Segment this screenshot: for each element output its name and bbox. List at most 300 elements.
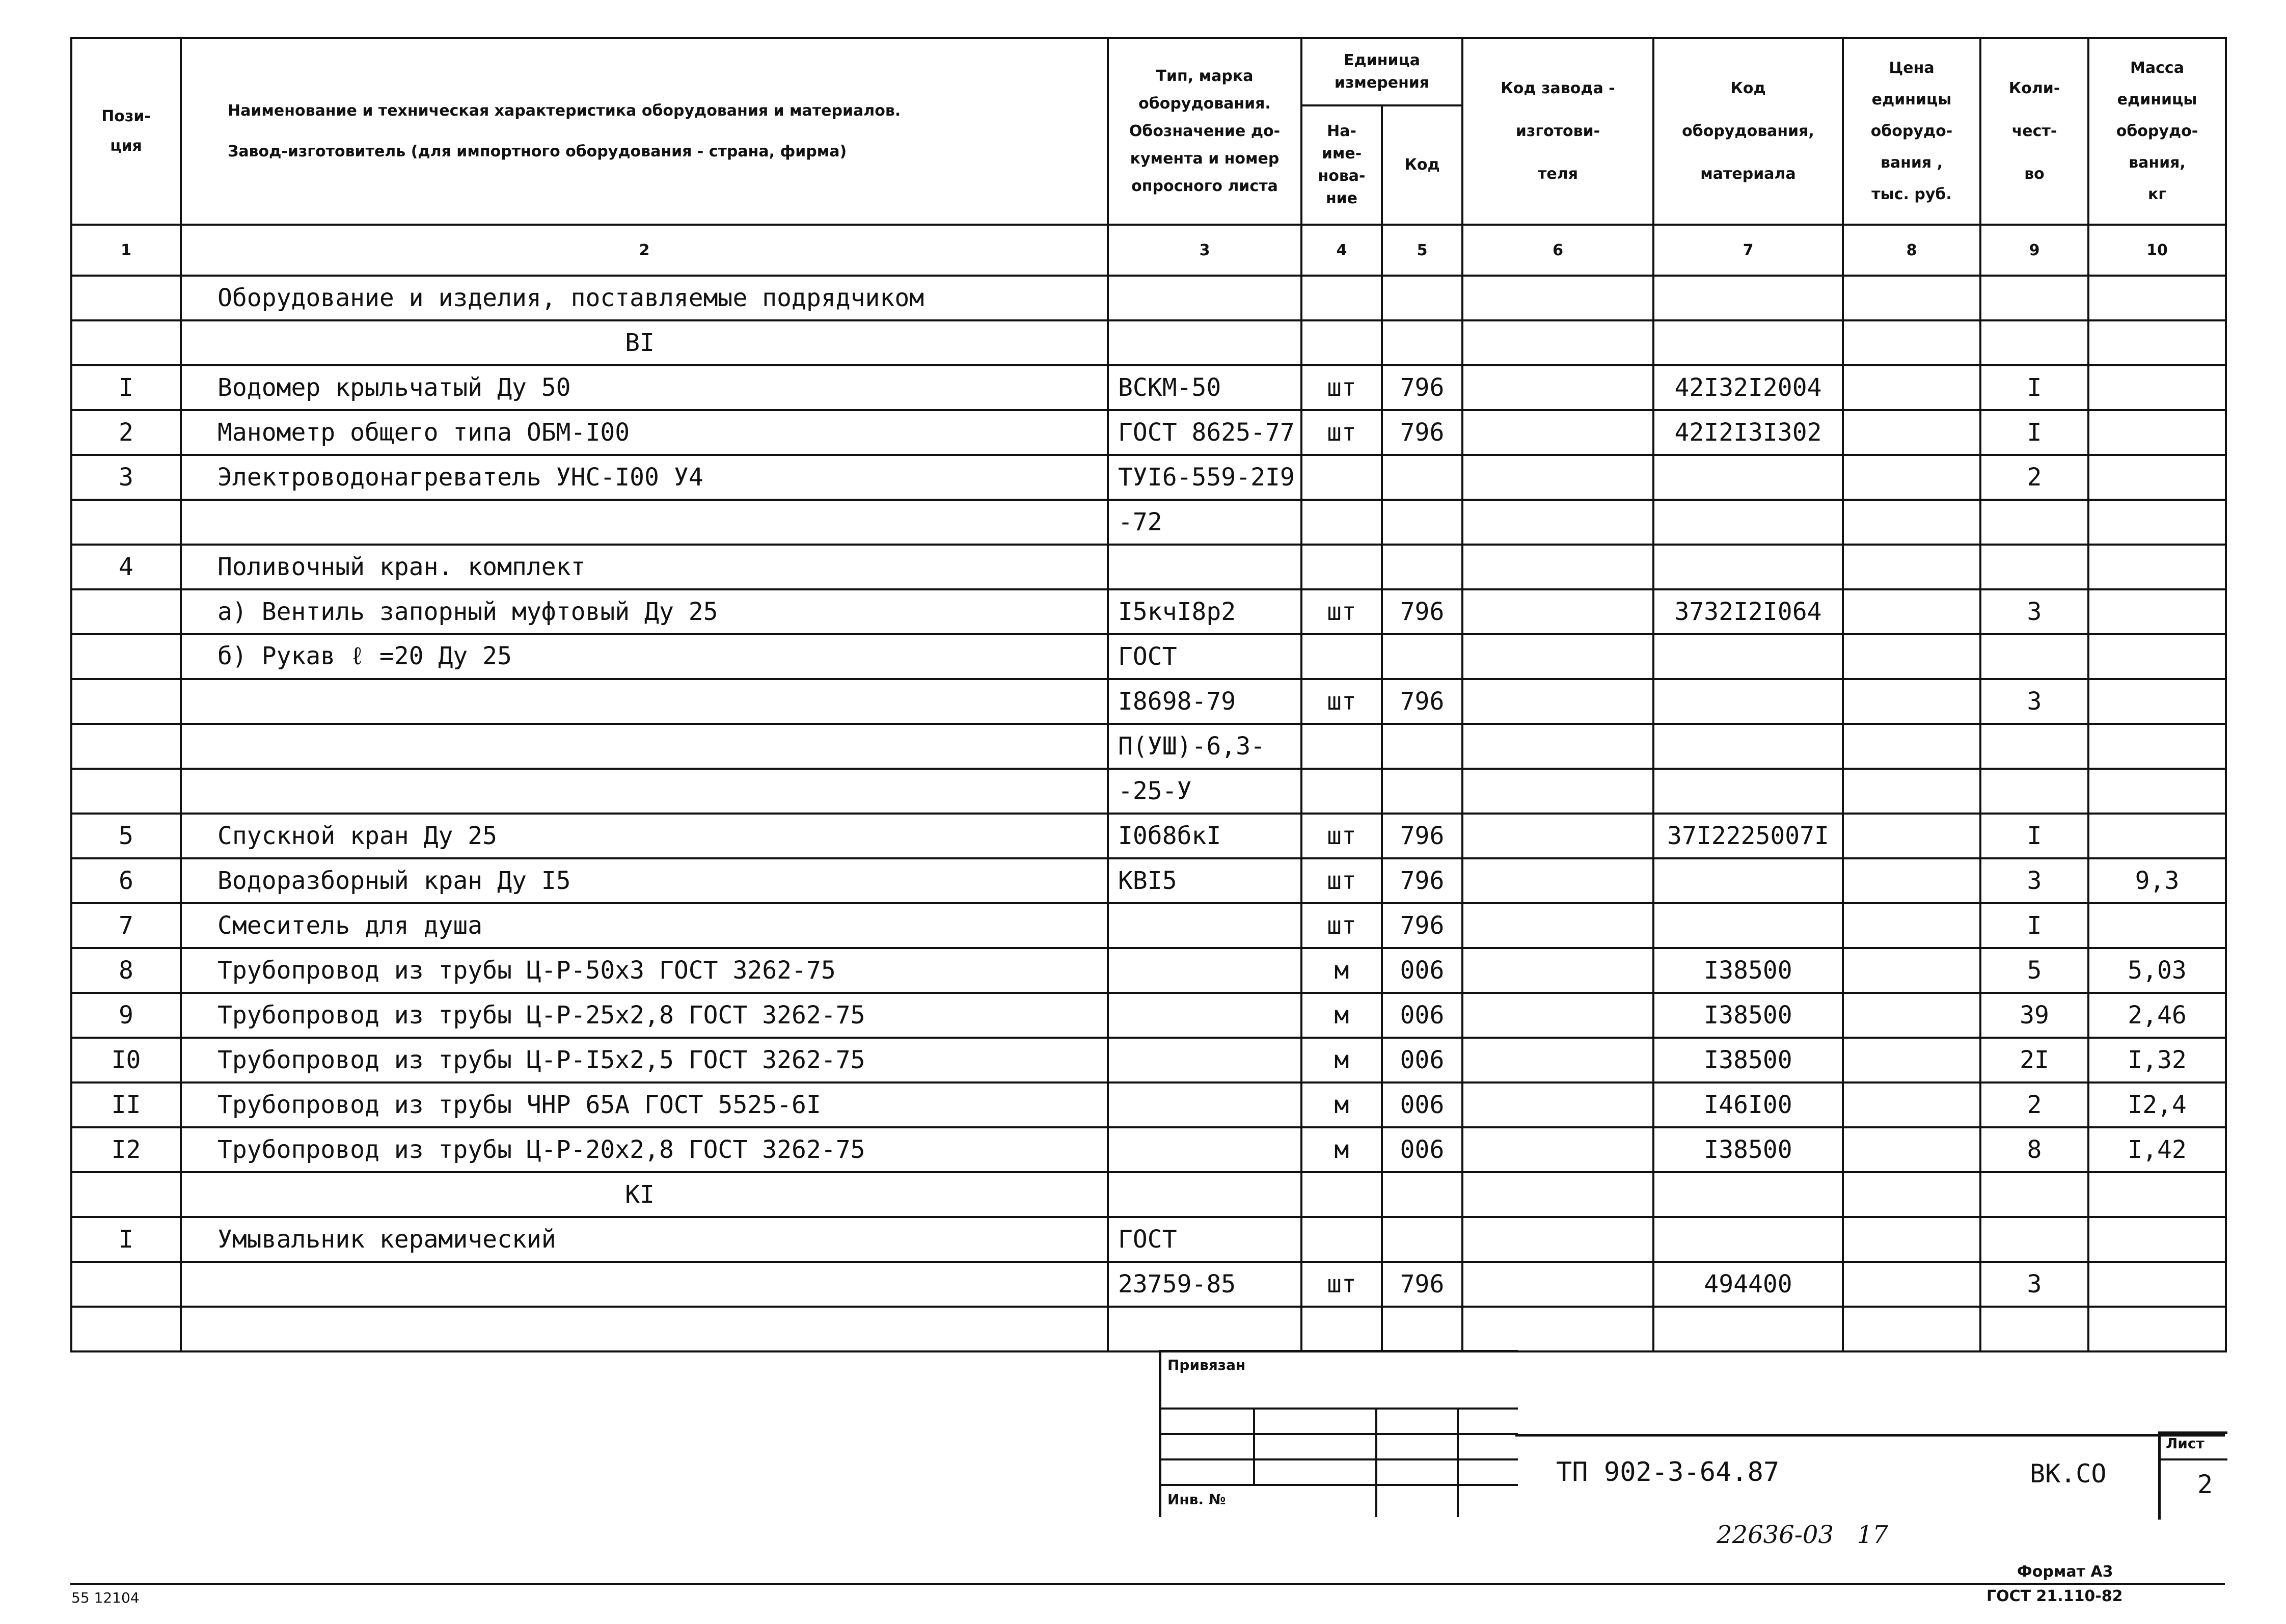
position [71,1262,181,1307]
table-row [71,410,2226,455]
unit-name: шт [1301,679,1382,724]
position: 8 [71,948,181,993]
unit-price [1843,1172,1980,1217]
item-name [181,500,1108,545]
material-code [1653,724,1843,769]
unit-code [1382,634,1462,679]
unit-name: шт [1301,589,1382,634]
material-code: 42I2I3I302 [1653,410,1843,455]
unit-mass [2088,1172,2226,1217]
quantity: 3 [1980,1262,2088,1307]
title-block [1515,1434,2225,1517]
unit-price [1843,589,1980,634]
gost-label: ГОСТ 21.110-82 [1986,1587,2123,1605]
item-name: Поливочный кран. комплект [181,545,1108,589]
material-code [1653,769,1843,814]
column-number: 9 [1980,225,2088,276]
plant-code [1462,769,1653,814]
table-row [71,1172,2226,1217]
unit-price [1843,1038,1980,1082]
unit-name: шт [1301,903,1382,948]
table-row [71,903,2226,948]
position [71,679,181,724]
type-designation [1108,1038,1301,1082]
material-code [1653,500,1843,545]
unit-name [1301,276,1382,320]
plant-code [1462,276,1653,320]
plant-code [1462,1038,1653,1082]
type-designation: 23759-85 [1108,1262,1301,1307]
type-designation [1108,948,1301,993]
type-designation: I5кчI8р2 [1108,589,1301,634]
header-unit-caption: Единица измерения [1302,39,1461,106]
table-row [71,1217,2226,1262]
unit-price [1843,320,1980,365]
unit-code: 006 [1382,1038,1462,1082]
column-number: 7 [1653,225,1843,276]
column-number: 5 [1382,225,1462,276]
unit-code: 006 [1382,948,1462,993]
unit-name: шт [1301,1262,1382,1307]
header-unit-name: На- име- нова- ние [1302,106,1383,224]
unit-price [1843,858,1980,903]
quantity: 3 [1980,679,2088,724]
material-code: I38500 [1653,1038,1843,1082]
unit-price [1843,903,1980,948]
item-name: Трубопровод из трубы Ц-Р-20х2,8 ГОСТ 3262-75 [181,1127,1108,1172]
material-code: 494400 [1653,1262,1843,1307]
column-number: 8 [1843,225,1980,276]
column-number: 6 [1462,225,1653,276]
header-position: Пози- ция [71,38,181,225]
table-row [71,276,2226,320]
material-code [1653,320,1843,365]
plant-code [1462,679,1653,724]
position: 9 [71,993,181,1038]
unit-name [1301,320,1382,365]
item-name [181,679,1108,724]
quantity [1980,634,2088,679]
unit-price [1843,1262,1980,1307]
item-name: Трубопровод из трубы Ц-Р-I5х2,5 ГОСТ 3262-75 [181,1038,1108,1082]
item-name: Спускной кран Ду 25 [181,814,1108,858]
document-mark: ВК.СО [2030,1459,2107,1488]
plant-code [1462,1082,1653,1127]
quantity [1980,320,2088,365]
unit-code: 006 [1382,1082,1462,1127]
unit-name: м [1301,1082,1382,1127]
quantity: I [1980,365,2088,410]
unit-mass [2088,724,2226,769]
position: I [71,365,181,410]
type-designation [1108,1172,1301,1217]
unit-mass [2088,1217,2226,1262]
material-code [1653,903,1843,948]
quantity: I [1980,903,2088,948]
quantity: 2 [1980,455,2088,500]
item-name: Электроводонагреватель УНС-I00 У4 [181,455,1108,500]
unit-name: шт [1301,814,1382,858]
unit-price [1843,634,1980,679]
unit-name [1301,1217,1382,1262]
unit-code: 796 [1382,589,1462,634]
unit-mass [2088,410,2226,455]
unit-price [1843,545,1980,589]
item-name: Трубопровод из трубы Ц-Р-25х2,8 ГОСТ 3262-75 [181,993,1108,1038]
header-quantity: Коли- чест- во [1980,38,2088,225]
table-row [71,948,2226,993]
unit-mass [2088,455,2226,500]
handwritten-number: 22636-03 17 [1717,1521,1888,1549]
item-name [181,769,1108,814]
unit-price [1843,1307,1980,1351]
unit-code: 006 [1382,993,1462,1038]
position: 5 [71,814,181,858]
column-number-row [71,225,2226,276]
unit-price [1843,1127,1980,1172]
material-code: 37I2225007I [1653,814,1843,858]
unit-mass: 5,03 [2088,948,2226,993]
type-designation: ВСКМ-50 [1108,365,1301,410]
unit-mass [2088,320,2226,365]
unit-name [1301,724,1382,769]
position [71,724,181,769]
footer-rule [70,1583,2225,1585]
type-designation: ГОСТ [1108,634,1301,679]
plant-code [1462,410,1653,455]
unit-name: шт [1301,365,1382,410]
table-row [71,769,2226,814]
table-row [71,814,2226,858]
unit-mass: 2,46 [2088,993,2226,1038]
attached-label: Привязан [1167,1357,1246,1373]
position [71,320,181,365]
table-row [71,1262,2226,1307]
position [71,500,181,545]
position: I2 [71,1127,181,1172]
table-row [71,545,2226,589]
item-name: Трубопровод из трубы ЧНР 65А ГОСТ 5525-6I [181,1082,1108,1127]
header-type: Тип, марка оборудования. Обозначение до- кумента и номер опросного листа [1108,38,1301,225]
quantity [1980,500,2088,545]
position: 6 [71,858,181,903]
header-mass: Масса единицы оборудо- вания, кг [2088,38,2226,225]
material-code [1653,634,1843,679]
table-row [71,634,2226,679]
header-unit-code: Код [1404,156,1440,174]
plant-code [1462,903,1653,948]
unit-price [1843,724,1980,769]
unit-mass: 9,3 [2088,858,2226,903]
table-row [71,993,2226,1038]
type-designation [1108,545,1301,589]
item-name: Умывальник керамический [181,1217,1108,1262]
unit-code [1382,545,1462,589]
unit-name [1301,634,1382,679]
unit-name: м [1301,948,1382,993]
unit-code: 796 [1382,365,1462,410]
unit-price [1843,500,1980,545]
unit-name [1301,455,1382,500]
position: 7 [71,903,181,948]
quantity [1980,1307,2088,1351]
column-number: 1 [71,225,181,276]
unit-price [1843,410,1980,455]
unit-mass: I,32 [2088,1038,2226,1082]
material-code: 42I32I2004 [1653,365,1843,410]
unit-mass [2088,814,2226,858]
quantity: I [1980,410,2088,455]
plant-code [1462,634,1653,679]
position: 3 [71,455,181,500]
quantity: 2 [1980,1082,2088,1127]
header-material-code: Код оборудования, материала [1653,38,1843,225]
material-code [1653,276,1843,320]
unit-code [1382,1307,1462,1351]
item-name: Водоразборный кран Ду I5 [181,858,1108,903]
unit-code [1382,724,1462,769]
left-code: 55 12104 [71,1589,140,1606]
table-row [71,679,2226,724]
plant-code [1462,320,1653,365]
specification-table [70,37,2227,1352]
table-row [71,1127,2226,1172]
type-designation: -25-У [1108,769,1301,814]
sheet-label: Лист [2166,1435,2205,1452]
unit-mass [2088,545,2226,589]
item-name: Смеситель для душа [181,903,1108,948]
unit-code [1382,1172,1462,1217]
table-row [71,365,2226,410]
type-designation [1108,1307,1301,1351]
item-name: BI [181,320,1108,365]
plant-code [1462,1307,1653,1351]
quantity [1980,276,2088,320]
unit-price [1843,276,1980,320]
plant-code [1462,1217,1653,1262]
unit-mass [2088,634,2226,679]
item-name: б) Рукав ℓ =20 Ду 25 [181,634,1108,679]
item-name [181,1307,1108,1351]
table-row [71,1307,2226,1351]
unit-code [1382,769,1462,814]
table-row [71,858,2226,903]
position [71,634,181,679]
position: I0 [71,1038,181,1082]
unit-price [1843,455,1980,500]
type-designation [1108,276,1301,320]
unit-code [1382,276,1462,320]
unit-name [1301,1307,1382,1351]
position [71,1307,181,1351]
unit-mass [2088,903,2226,948]
item-name [181,724,1108,769]
material-code: 3732I2I064 [1653,589,1843,634]
unit-mass [2088,679,2226,724]
item-name: Трубопровод из трубы Ц-Р-50х3 ГОСТ 3262-75 [181,948,1108,993]
material-code [1653,455,1843,500]
type-designation [1108,320,1301,365]
type-designation: -72 [1108,500,1301,545]
header-name [181,38,1108,225]
quantity: 39 [1980,993,2088,1038]
type-designation: I8698-79 [1108,679,1301,724]
plant-code [1462,455,1653,500]
table-row [71,320,2226,365]
unit-code: 796 [1382,903,1462,948]
quantity [1980,769,2088,814]
material-code [1653,1172,1843,1217]
type-designation: ГОСТ 8625-77 [1108,410,1301,455]
table-row [71,1082,2226,1127]
material-code: I38500 [1653,993,1843,1038]
unit-name [1301,500,1382,545]
type-designation: ТУI6-559-2I9 [1108,455,1301,500]
plant-code [1462,1127,1653,1172]
unit-mass [2088,1262,2226,1307]
sheet-number: 2 [2197,1470,2213,1499]
position: I [71,1217,181,1262]
unit-mass [2088,276,2226,320]
type-designation: КВI5 [1108,858,1301,903]
plant-code [1462,500,1653,545]
column-number: 2 [181,225,1108,276]
table-row [71,500,2226,545]
position [71,769,181,814]
material-code [1653,679,1843,724]
table-row [71,1038,2226,1082]
plant-code [1462,1262,1653,1307]
plant-code [1462,993,1653,1038]
quantity [1980,1172,2088,1217]
header-price: Цена единицы оборудо- вания , тыс. руб. [1843,38,1980,225]
format-label: Формат А3 [2017,1563,2113,1581]
header-name-line1: Наименование и техническая характеристика оборудования и материалов. [228,102,901,120]
material-code [1653,1217,1843,1262]
unit-price [1843,948,1980,993]
unit-mass [2088,500,2226,545]
material-code: I46I00 [1653,1082,1843,1127]
header-row [71,38,2226,225]
plant-code [1462,1172,1653,1217]
table-row [71,455,2226,500]
item-name: Манометр общего типа ОБМ-I00 [181,410,1108,455]
unit-name: шт [1301,858,1382,903]
unit-name [1301,1172,1382,1217]
unit-name [1301,545,1382,589]
item-name: Водомер крыльчатый Ду 50 [181,365,1108,410]
unit-code: 796 [1382,410,1462,455]
quantity: 3 [1980,589,2088,634]
position [71,276,181,320]
unit-code: 796 [1382,858,1462,903]
type-designation: ГОСТ [1108,1217,1301,1262]
type-designation [1108,1082,1301,1127]
position: II [71,1082,181,1127]
quantity [1980,1217,2088,1262]
attachment-stamp [1159,1350,1518,1517]
type-designation [1108,903,1301,948]
material-code: I38500 [1653,1127,1843,1172]
position [71,589,181,634]
unit-code: 006 [1382,1127,1462,1172]
unit-code: 796 [1382,814,1462,858]
header-plant-code: Код завода - изготови- теля [1462,38,1653,225]
unit-name [1301,769,1382,814]
quantity: 2I [1980,1038,2088,1082]
unit-mass [2088,365,2226,410]
unit-code [1382,500,1462,545]
unit-price [1843,679,1980,724]
unit-code: 796 [1382,1262,1462,1307]
plant-code [1462,589,1653,634]
unit-name: м [1301,993,1382,1038]
quantity: 3 [1980,858,2088,903]
unit-name: шт [1301,410,1382,455]
quantity: 5 [1980,948,2088,993]
unit-code [1382,455,1462,500]
column-number: 10 [2088,225,2226,276]
position: 2 [71,410,181,455]
unit-mass [2088,769,2226,814]
type-designation [1108,993,1301,1038]
table-row [71,724,2226,769]
unit-code: 796 [1382,679,1462,724]
unit-name: м [1301,1038,1382,1082]
material-code [1653,858,1843,903]
unit-price [1843,1082,1980,1127]
header-unit-group [1301,38,1462,225]
document-code: ТП 902-3-64.87 [1556,1457,1780,1487]
item-name: а) Вентиль запорный муфтовый Ду 25 [181,589,1108,634]
material-code: I38500 [1653,948,1843,993]
unit-price [1843,814,1980,858]
quantity: I [1980,814,2088,858]
plant-code [1462,814,1653,858]
unit-price [1843,769,1980,814]
position: 4 [71,545,181,589]
header-name-line2: Завод-изготовитель (для импортного оборудования - страна, фирма) [228,143,847,160]
unit-mass: I,42 [2088,1127,2226,1172]
plant-code [1462,545,1653,589]
quantity [1980,724,2088,769]
unit-name: м [1301,1127,1382,1172]
plant-code [1462,365,1653,410]
unit-mass [2088,589,2226,634]
unit-code [1382,320,1462,365]
unit-mass [2088,1307,2226,1351]
column-number: 3 [1108,225,1301,276]
type-designation: П(УШ)-6,3- [1108,724,1301,769]
inventory-number-label: Инв. № [1167,1491,1226,1508]
plant-code [1462,858,1653,903]
plant-code [1462,948,1653,993]
material-code [1653,545,1843,589]
column-number: 4 [1301,225,1382,276]
plant-code [1462,724,1653,769]
unit-price [1843,365,1980,410]
table-row [71,589,2226,634]
type-designation: I0б8бкI [1108,814,1301,858]
unit-price [1843,1217,1980,1262]
item-name [181,1262,1108,1307]
unit-mass: I2,4 [2088,1082,2226,1127]
quantity [1980,545,2088,589]
unit-code [1382,1217,1462,1262]
item-name: КI [181,1172,1108,1217]
unit-price [1843,993,1980,1038]
type-designation [1108,1127,1301,1172]
